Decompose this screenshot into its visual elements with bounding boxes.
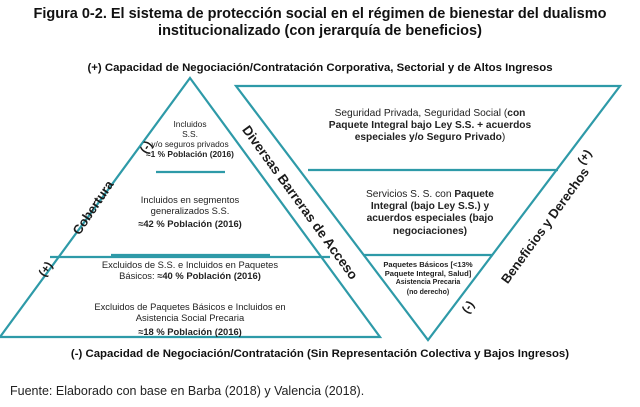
- inverted-tier-2-line1-bold: Paquete: [454, 189, 494, 200]
- pyramid-tier-4-line1: Excluidos de Paquetes Básicos e Incluidos en: [94, 301, 286, 312]
- pyramid-tier-4-line2: Asistencia Social Precaria: [135, 312, 245, 324]
- inverted-tier-top: [300, 108, 560, 145]
- inverted-tier-bottom-line3: Asistencia Precaria: [395, 279, 461, 287]
- access-barriers-label: Diversas Barreras de Acceso: [239, 122, 361, 283]
- inverted-tier-bottom-line1: Paquetes Básicos [<13%: [383, 260, 473, 269]
- coverage-minus-sign: (-): [136, 138, 156, 156]
- pyramid-tier-3: [70, 259, 310, 281]
- benefits-minus-sign: (-): [458, 298, 478, 316]
- inverted-tier-2-line4: negociaciones): [392, 225, 468, 237]
- inverted-tier-bottom-line4: (no derecho): [406, 288, 450, 296]
- pyramid-tier-top-line2: S.S.: [182, 129, 198, 139]
- pyramid-tier-2-line2: generalizados S.S.: [150, 205, 230, 217]
- pyramid-tier-top-line1: Incluidos: [173, 119, 207, 129]
- pyramid-tier-top-line3: y/o seguros privados: [151, 139, 229, 149]
- pyramid-tier-top: [140, 119, 240, 159]
- figure-source: Fuente: Elaborado con base en Barba (2018) y Valencia (2018).: [10, 384, 365, 398]
- coverage-axis-label: Cobertura: [69, 177, 117, 238]
- inverted-tier-2: [350, 189, 510, 238]
- pyramid-tier-4: [50, 301, 330, 338]
- coverage-plus-sign: (+): [35, 258, 56, 280]
- bottom-capacity-caption: (-) Capacidad de Negociación/Contratación (Sin Representación Colectiva y Bajos Ingresos): [70, 348, 570, 360]
- inverted-tier-top-line1: Seguridad Privada, Seguridad Social (: [334, 108, 508, 119]
- pyramid-tier-3-line2: Básicos:: [119, 270, 158, 282]
- figure-title-line1: Figura 0-2. El sistema de protección social en el régimen de bienestar del dualismo: [33, 6, 607, 22]
- inverted-tier-2-line1: Servicios S. S. con: [366, 189, 455, 200]
- pyramid-tier-2-line1: Incluidos en segmentos: [140, 194, 240, 205]
- benefits-rights-axis-label: Beneficios y Derechos: [497, 164, 593, 287]
- inverted-tier-bottom-line2: Paquete Integral, Salud]: [384, 269, 472, 279]
- inverted-tier-2-line2: Integral (bajo Ley S.S.) y: [370, 201, 490, 213]
- pyramid-tier-2: [125, 194, 255, 230]
- pyramid-tier-3-line1: Excluidos de S.S. e Incluidos en Paquetes: [101, 259, 279, 270]
- pyramid-tier-3-value: ≈40 % Población (2016): [157, 270, 261, 282]
- top-capacity-caption: (+) Capacidad de Negociación/Contratación Corporativa, Sectorial y de Altos Ingresos: [87, 62, 553, 74]
- inverted-tier-top-line3: especiales y/o Seguro Privado: [354, 132, 502, 144]
- inverted-tier-top-line1-bold: con: [507, 108, 526, 119]
- inverted-tier-2-line3: acuerdos especiales (bajo: [366, 213, 494, 225]
- inverted-tier-bottom: [368, 260, 488, 297]
- pyramid-tier-top-value: ≈1 % Población (2016): [146, 149, 234, 159]
- figure-title-line2: institucionalizado (con jerarquía de beneficios): [158, 23, 482, 39]
- inverted-tier-top-line2: Paquete Integral bajo Ley S.S. + acuerdos: [328, 120, 532, 132]
- pyramid-tier-4-value: ≈18 % Población (2016): [138, 326, 242, 338]
- inverted-tier-top-line3-tail: ): [501, 132, 506, 144]
- benefits-plus-sign: (+): [574, 146, 595, 168]
- pyramid-tier-2-value: ≈42 % Población (2016): [138, 218, 242, 230]
